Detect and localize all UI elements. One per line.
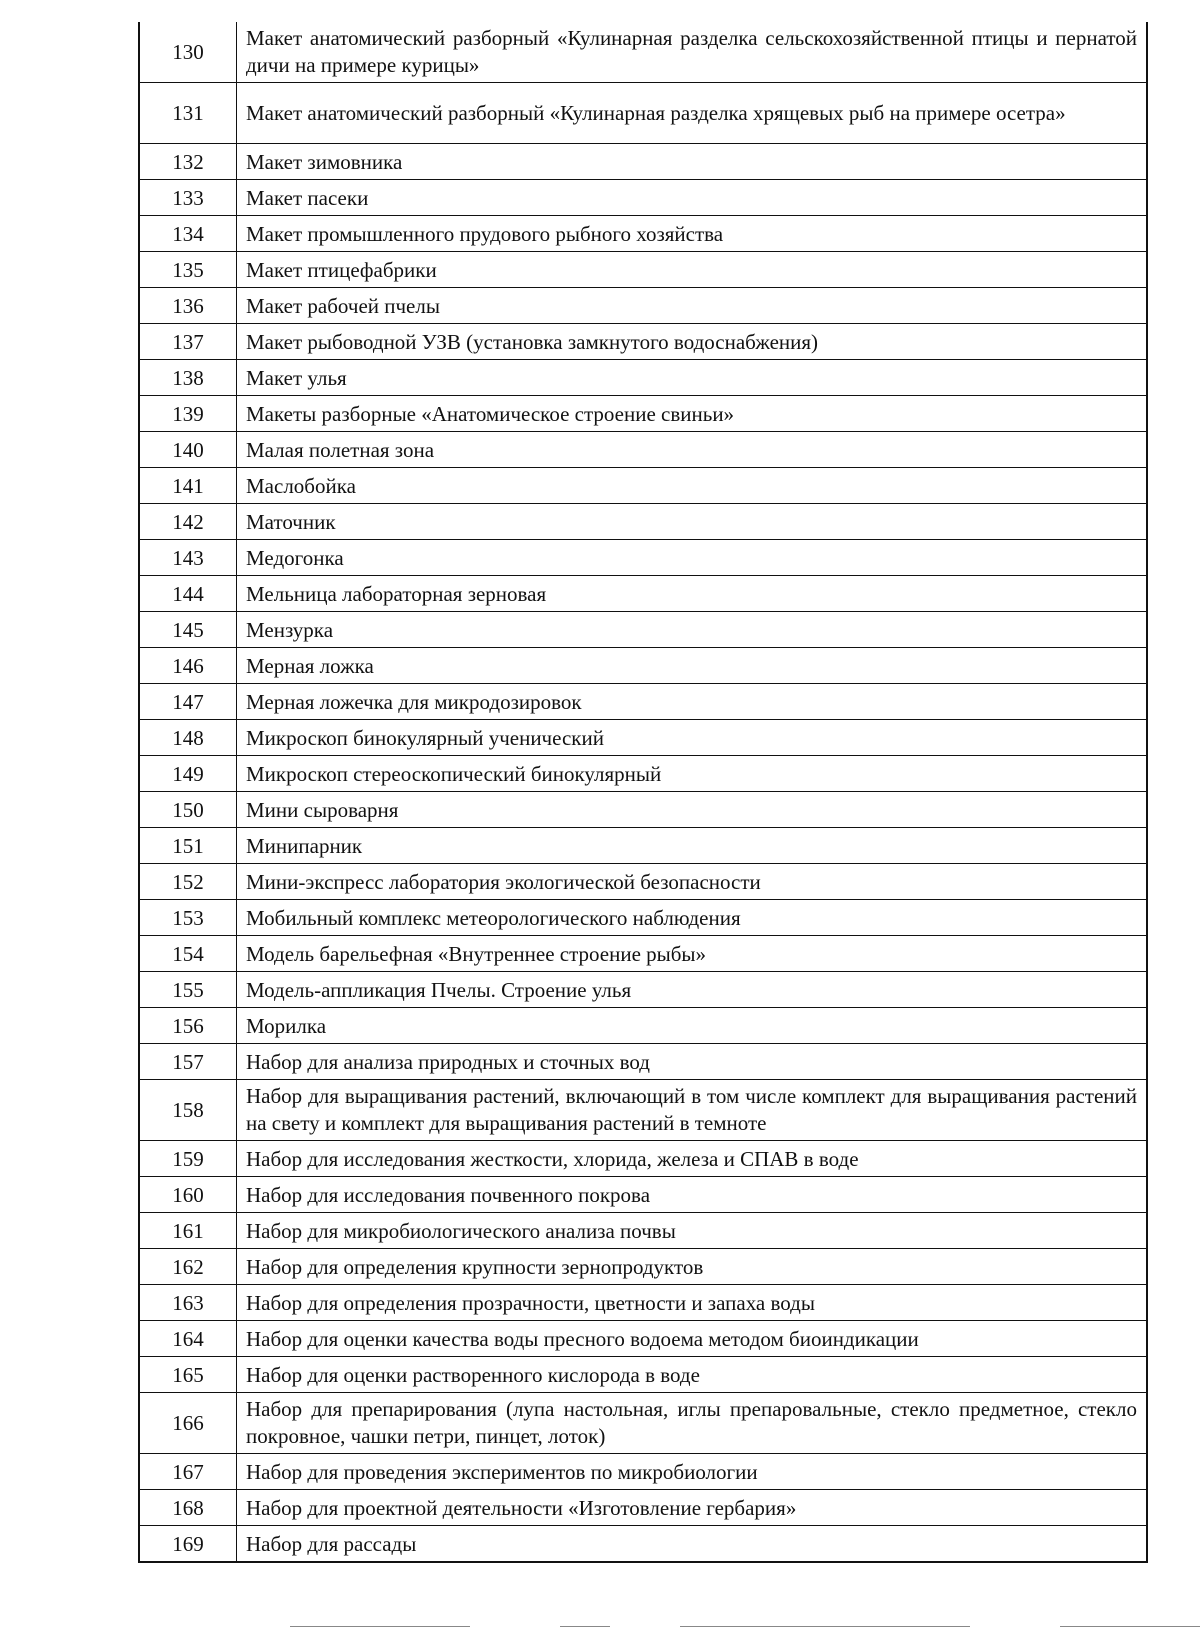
row-number: 153 xyxy=(139,900,237,936)
row-number: 161 xyxy=(139,1213,237,1249)
item-name: Макет зимовника xyxy=(237,144,1148,180)
table-row xyxy=(139,324,1147,360)
table-row xyxy=(139,1177,1147,1213)
row-number: 134 xyxy=(139,216,237,252)
row-number: 169 xyxy=(139,1526,237,1563)
table-row xyxy=(139,648,1147,684)
table-body xyxy=(139,22,1147,1562)
table-row xyxy=(139,864,1147,900)
item-name: Мини сыроварня xyxy=(237,792,1148,828)
table-row xyxy=(139,1490,1147,1526)
table-row xyxy=(139,1393,1147,1454)
table-row xyxy=(139,1044,1147,1080)
table-row xyxy=(139,1213,1147,1249)
item-name: Морилка xyxy=(237,1008,1148,1044)
item-name: Медогонка xyxy=(237,540,1148,576)
table-row xyxy=(139,756,1147,792)
row-number: 137 xyxy=(139,324,237,360)
item-name: Набор для анализа природных и сточных вод xyxy=(237,1044,1148,1080)
item-name: Набор для проектной деятельности «Изготовление гербария» xyxy=(237,1490,1148,1526)
item-name: Набор для определения крупности зернопродуктов xyxy=(237,1249,1148,1285)
item-name: Макеты разборные «Анатомическое строение свиньи» xyxy=(237,396,1148,432)
table-row xyxy=(139,252,1147,288)
table-row xyxy=(139,1454,1147,1490)
row-number: 148 xyxy=(139,720,237,756)
table-row xyxy=(139,504,1147,540)
item-name: Маслобойка xyxy=(237,468,1148,504)
item-name: Модель барельефная «Внутреннее строение рыбы» xyxy=(237,936,1148,972)
table-row xyxy=(139,684,1147,720)
table-row xyxy=(139,1141,1147,1177)
item-name: Малая полетная зона xyxy=(237,432,1148,468)
item-name: Мерная ложечка для микродозировок xyxy=(237,684,1148,720)
row-number: 138 xyxy=(139,360,237,396)
row-number: 159 xyxy=(139,1141,237,1177)
row-number: 131 xyxy=(139,83,237,144)
item-name: Микроскоп стереоскопический бинокулярный xyxy=(237,756,1148,792)
footer-scan-marks xyxy=(0,1624,1200,1630)
row-number: 151 xyxy=(139,828,237,864)
item-name: Набор для микробиологического анализа почвы xyxy=(237,1213,1148,1249)
table-row xyxy=(139,180,1147,216)
table-row xyxy=(139,288,1147,324)
item-name: Модель-аппликация Пчелы. Строение улья xyxy=(237,972,1148,1008)
row-number: 143 xyxy=(139,540,237,576)
item-name: Набор для оценки качества воды пресного водоема методом биоиндикации xyxy=(237,1321,1148,1357)
item-name: Мобильный комплекс метеорологического наблюдения xyxy=(237,900,1148,936)
item-name: Макет птицефабрики xyxy=(237,252,1148,288)
item-name: Мензурка xyxy=(237,612,1148,648)
table-row xyxy=(139,1080,1147,1141)
item-name: Набор для оценки растворенного кислорода в воде xyxy=(237,1357,1148,1393)
table-row xyxy=(139,720,1147,756)
row-number: 142 xyxy=(139,504,237,540)
table-row xyxy=(139,900,1147,936)
table-row xyxy=(139,396,1147,432)
item-name: Набор для выращивания растений, включающий в том числе комплект для выращивания растений на свету и комплект для выращивания растений в темноте xyxy=(237,1080,1148,1141)
row-number: 150 xyxy=(139,792,237,828)
row-number: 163 xyxy=(139,1285,237,1321)
table-row xyxy=(139,540,1147,576)
row-number: 160 xyxy=(139,1177,237,1213)
row-number: 167 xyxy=(139,1454,237,1490)
row-number: 141 xyxy=(139,468,237,504)
item-name: Мельница лабораторная зерновая xyxy=(237,576,1148,612)
row-number: 165 xyxy=(139,1357,237,1393)
item-name: Набор для рассады xyxy=(237,1526,1148,1563)
table-row xyxy=(139,1285,1147,1321)
row-number: 144 xyxy=(139,576,237,612)
item-name: Маточник xyxy=(237,504,1148,540)
table-row xyxy=(139,144,1147,180)
row-number: 132 xyxy=(139,144,237,180)
row-number: 136 xyxy=(139,288,237,324)
table-row xyxy=(139,360,1147,396)
table-row xyxy=(139,576,1147,612)
row-number: 162 xyxy=(139,1249,237,1285)
table-row xyxy=(139,972,1147,1008)
table-row xyxy=(139,612,1147,648)
row-number: 146 xyxy=(139,648,237,684)
table-row xyxy=(139,1321,1147,1357)
row-number: 154 xyxy=(139,936,237,972)
row-number: 147 xyxy=(139,684,237,720)
table-row xyxy=(139,1008,1147,1044)
table-row xyxy=(139,1357,1147,1393)
row-number: 140 xyxy=(139,432,237,468)
table-row xyxy=(139,83,1147,144)
item-name: Микроскоп бинокулярный ученический xyxy=(237,720,1148,756)
row-number: 157 xyxy=(139,1044,237,1080)
table-row xyxy=(139,936,1147,972)
row-number: 155 xyxy=(139,972,237,1008)
table-row xyxy=(139,216,1147,252)
table-row xyxy=(139,828,1147,864)
table-row xyxy=(139,792,1147,828)
row-number: 164 xyxy=(139,1321,237,1357)
item-name: Мерная ложка xyxy=(237,648,1148,684)
row-number: 145 xyxy=(139,612,237,648)
item-name: Макет рыбоводной УЗВ (установка замкнутого водоснабжения) xyxy=(237,324,1148,360)
row-number: 135 xyxy=(139,252,237,288)
item-name: Макет пасеки xyxy=(237,180,1148,216)
row-number: 139 xyxy=(139,396,237,432)
item-name: Макет рабочей пчелы xyxy=(237,288,1148,324)
table-row xyxy=(139,468,1147,504)
item-name: Макет промышленного прудового рыбного хозяйства xyxy=(237,216,1148,252)
item-name: Минипарник xyxy=(237,828,1148,864)
item-name: Мини-экспресс лаборатория экологической безопасности xyxy=(237,864,1148,900)
item-name: Набор для исследования жесткости, хлорида, железа и СПАВ в воде xyxy=(237,1141,1148,1177)
equipment-table xyxy=(138,22,1148,1563)
item-name: Макет анатомический разборный «Кулинарная разделка сельскохозяйственной птицы и пернатой дичи на примере курицы» xyxy=(246,26,1137,77)
item-name: Макет анатомический разборный «Кулинарная разделка хрящевых рыб на примере осетра» xyxy=(237,83,1148,144)
item-name: Набор для определения прозрачности, цветности и запаха воды xyxy=(237,1285,1148,1321)
table-row xyxy=(139,432,1147,468)
table-row xyxy=(139,1526,1147,1563)
table-row xyxy=(139,1249,1147,1285)
row-number: 158 xyxy=(139,1080,237,1141)
row-number: 133 xyxy=(139,180,237,216)
row-number: 152 xyxy=(139,864,237,900)
row-number: 149 xyxy=(139,756,237,792)
item-name: Набор для проведения экспериментов по микробиологии xyxy=(237,1454,1148,1490)
item-name: Набор для исследования почвенного покрова xyxy=(237,1177,1148,1213)
item-name: Набор для препарирования (лупа настольная, иглы препаровальные, стекло предметное, стекло покровное, чашки петри, пинцет, лоток) xyxy=(237,1393,1148,1454)
table-row xyxy=(139,22,1147,83)
row-number: 130 xyxy=(139,22,237,83)
item-name: Макет улья xyxy=(237,360,1148,396)
row-number: 168 xyxy=(139,1490,237,1526)
row-number: 166 xyxy=(139,1393,237,1454)
row-number: 156 xyxy=(139,1008,237,1044)
